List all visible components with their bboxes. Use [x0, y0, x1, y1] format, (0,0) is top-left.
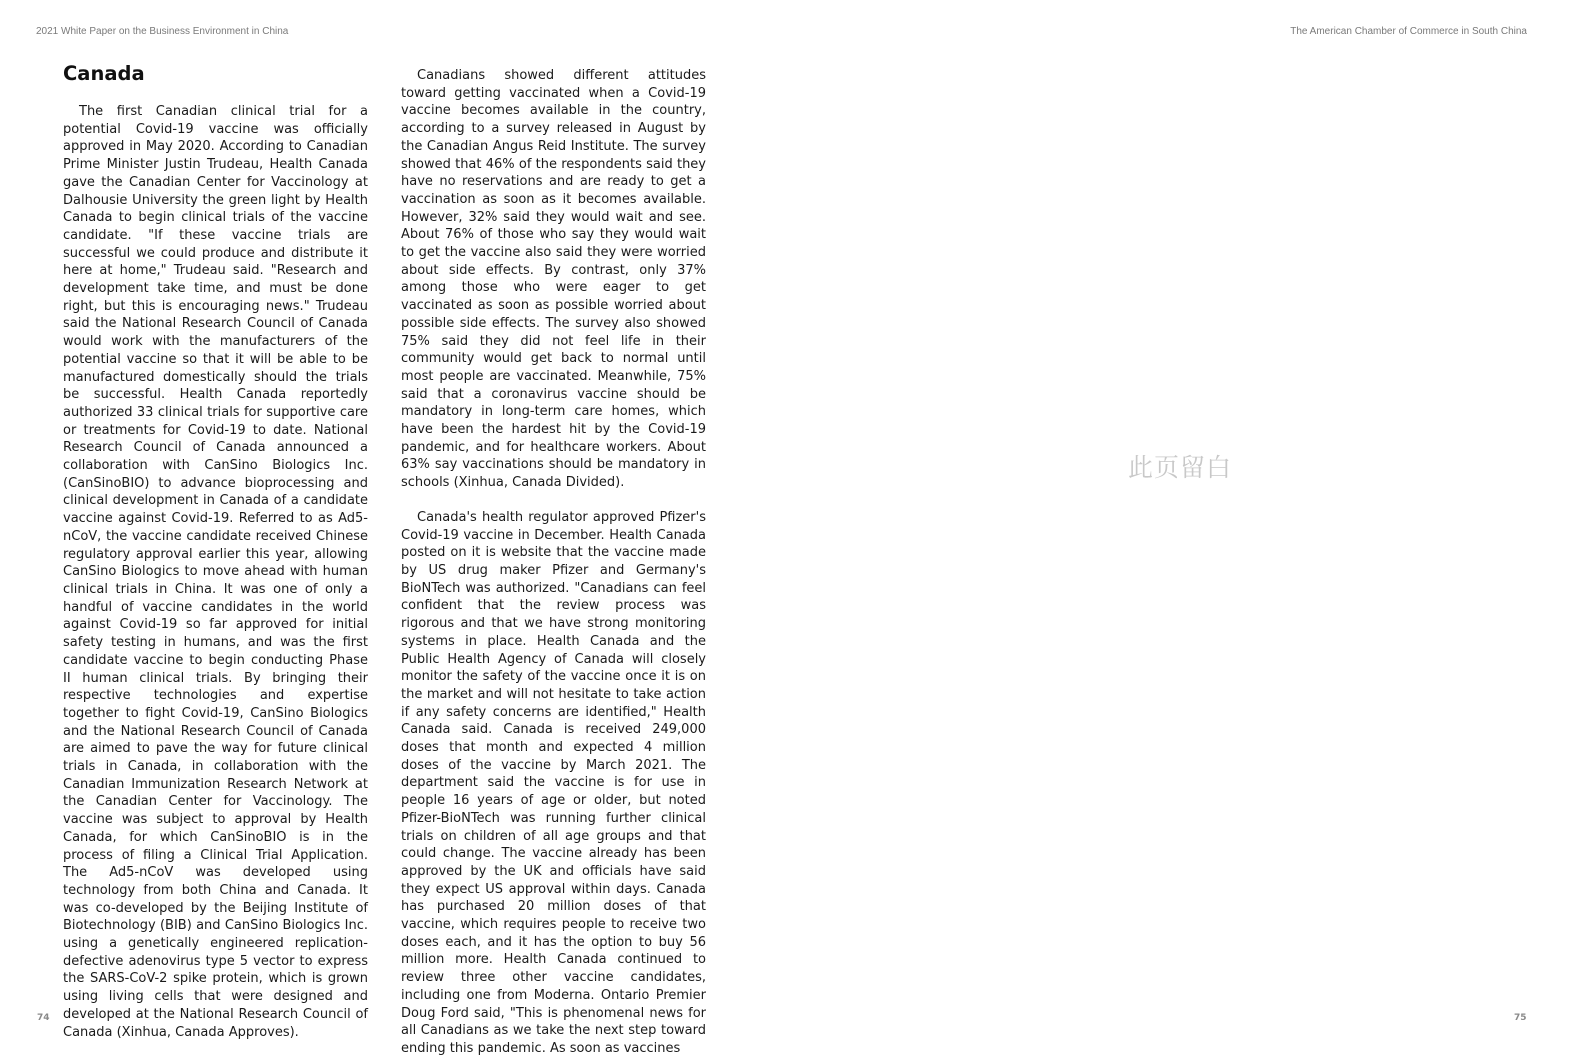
running-header-right: The American Chamber of Commerce in South China [1290, 26, 1527, 37]
page-number-right: 75 [1514, 1013, 1527, 1023]
section-title: Canada [63, 62, 145, 85]
middle-text-column [401, 67, 706, 1058]
paragraph: Canada's health regulator approved Pfizer's Covid-19 vaccine in December. Health Canada posted on it is website that the vaccine made by US drug maker Pfizer and Germany's BioNTech was authorized. "Canadians can feel confident that the review process was rigorous and that we have strong monitoring systems in place. Health Canada and the Public Health Agency of Canada will closely monitor the safety of the vaccine once it is on the market and will not hesitate to take action if any safety concerns are identified," Health Canada said. Canada is received 249,000 doses that month and expected 4 million doses of the vaccine by March 2021. The department said the vaccine is for use in people 16 years of age or older, but noted Pfizer-BioNTech was running further clinical trials on children of all age groups and that could change. The vaccine already has been approved by the UK and officials have said they expect US approval within days. Canada has purchased 20 million doses of that vaccine, which requires people to receive two doses each, and it has the option to buy 56 million more. Health Canada continued to review three other vaccine candidates, including one from Moderna. Ontario Premier Doug Ford said, "This is phenomenal news for all Canadians as we take the next step toward ending this pandemic. As soon as vaccines [401, 509, 706, 1056]
paragraph: Canadians showed different attitudes toward getting vaccinated when a Covid-19 vaccine becomes available in the country, according to a survey released in August by the Canadian Angus Reid Institute. The survey showed that 46% of the respondents said they have no reservations and are ready to get a vaccination as soon as it becomes available. However, 32% said they would wait and see. About 76% of those who say they would wait to get the vaccine also said they were worried about side effects. By contrast, only 37% among those who were eager to get vaccinated as soon as possible worried about possible side effects. The survey also showed 75% said they did not feel life in their community would get back to normal until most people are vaccinated. Meanwhile, 75% said that a coronavirus vaccine should be mandatory in long-term care homes, which have been the hardest hit by the Covid-19 pandemic, and for healthcare workers. About 63% say vaccinations should be mandatory in schools (Xinhua, Canada Divided). [401, 68, 706, 491]
left-text-column [63, 60, 368, 1041]
page-number-left: 74 [37, 1013, 50, 1023]
running-header-left: 2021 White Paper on the Business Environment in China [36, 26, 289, 37]
paragraph: The first Canadian clinical trial for a potential Covid-19 vaccine was officially approved in May 2020. According to Canadian Prime Minister Justin Trudeau, Health Canada gave the Canadian Center for Vaccinology at Dalhousie University the green light by Health Canada to begin clinical trials of the vaccine candidate. "If these vaccine trials are successful we could produce and distribute it here at home," Trudeau said. "Research and development take time, and must be done right, but this is encouraging news." Trudeau said the National Research Council of Canada would work with the manufacturers of the potential vaccine so that it will be able to be manufactured domestically should the trials be successful. Health Canada reportedly authorized 33 clinical trials for supportive care or treatments for Covid-19 to date. National Research Council of Canada announced a collaboration with CanSino Biologics Inc. (CanSinoBIO) to advance bioprocessing and clinical development in Canada of a candidate vaccine against Covid-19. Referred to as Ad5-nCoV, the vaccine candidate received Chinese regulatory approval earlier this year, allowing CanSino Biologics to move ahead with human clinical trials in China. It was one of only a handful of vaccine candidates in the world against Covid-19 so far approved for initial safety testing in humans, and was the first candidate vaccine to begin conducting Phase II human clinical trials. By bringing their respective technologies and expertise together to fight Covid-19, CanSino Biologics and the National Research Council of Canada are aimed to pave the way for future clinical trials in Canada, in collaboration with the Canadian Immunization Research Network at the Canadian Center for Vaccinology. The vaccine was subject to approval by Health Canada, for which CanSinoBIO is in the process of filing a Clinical Trial Application. The Ad5-nCoV was developed using technology from both China and Canada. It was co-developed by the Beijing Institute of Biotechnology (BIB) and CanSino Biologics Inc. using a genetically engineered replication-defective adenovirus type 5 vector to express the SARS-CoV-2 spike protein, which is grown using living cells that were designed and developed at the National Research Council of Canada (Xinhua, Canada Approves). [63, 104, 368, 1040]
blank-page-notice: 此页留白 [1128, 453, 1233, 482]
